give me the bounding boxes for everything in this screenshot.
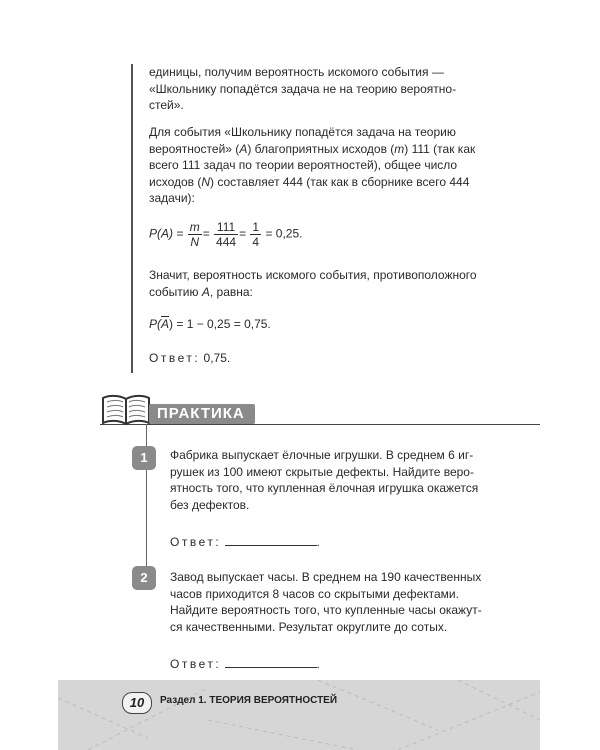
text-fragment: событию [149,284,202,299]
answer-value: 0,75. [200,351,231,365]
footer-pattern [58,680,540,750]
solution-margin-rule [131,64,133,373]
complement-formula [149,317,271,331]
text-fragment: исходов ( [149,174,202,189]
task-number-badge: 2 [132,566,156,590]
fraction-111-over-444 [214,220,238,249]
formula-prefix: P( [149,317,161,331]
task-2-answer [170,655,500,673]
task-1-text [170,447,500,513]
section-title: Раздел 1. ТЕОРИЯ ВЕРОЯТНОСТЕЙ [160,695,338,706]
text-line: ятность того, что купленная ёлочная игрушка окажется [170,481,479,495]
variable-N: N [201,174,211,189]
answer-label: Ответ: [149,351,201,365]
fraction-numerator: 111 [214,220,238,235]
fraction-numerator: 1 [252,220,260,234]
answer-blank[interactable] [225,655,317,668]
text-line: часов приходится 8 часов со скрытыми дефектами. [170,586,459,601]
formula-rest: ) = 1 − 0,25 = 0,75. [169,317,271,331]
text-line: Фабрика выпускает ёлочные игрушки. В среднем 6 иг- [170,448,474,462]
task-1-answer [170,533,500,551]
task-connector-rule [146,470,147,568]
page-footer [58,680,540,750]
text-line: Найдите вероятность того, что купленные часы окажут- [170,603,482,617]
solution-paragraph-1 [149,64,487,114]
solution-paragraph-2 [149,124,487,207]
solution-answer [149,350,487,367]
text-line: рушек из 100 имеют скрытые дефекты. Найдите веро- [170,464,474,479]
text-fragment: ) 111 (так как [404,141,476,156]
fraction-numerator: m [189,220,200,234]
text-line: стей». [149,98,184,112]
text-line: всего 111 задач по теории вероятностей), общее число [149,158,458,172]
fraction-1-over-4 [250,220,261,249]
text-line: ся качественными. Результат округлите до сотых. [170,619,448,634]
variable-m: m [394,141,405,156]
fraction-denominator: 444 [216,235,237,249]
text-line: Для события «Школьнику попадётся задача на теорию [149,125,456,139]
probability-formula: P(A) = $\frac{m}{N}$ = $\frac{111}{444}$ = $\frac{1}{4}$ = 0,25. [149,220,303,249]
fraction-denominator: 4 [252,235,260,249]
task-number-badge: 1 [132,446,156,470]
fraction-m-over-N [188,220,202,249]
text-line: без дефектов. [170,497,250,512]
answer-end: . [316,657,320,671]
task-2-text [170,569,500,635]
answer-end: . [316,535,320,549]
answer-label: Ответ: [170,535,222,549]
variable-A: A [201,284,210,299]
open-book-icon [101,393,151,427]
fraction-denominator: N [190,235,200,249]
variable-A-bar: $\overline{A}$ [161,317,170,331]
text-fragment: ) составляет 444 (так как в сборнике всего 444 [210,174,470,189]
text-fragment: ) благоприятных исходов ( [247,141,395,156]
text-line: Значит, вероятность искомого события, противоположного [149,268,477,282]
text-line: единицы, получим вероятность искомого события — [149,65,444,79]
text-line: «Школьнику попадётся задача не на теорию вероятно- [149,81,457,96]
practice-header-rule [100,424,540,425]
text-line: Завод выпускает часы. В среднем на 190 качественных [170,570,482,584]
text-line: задачи): [149,191,195,205]
formula-result: = 0,25. [265,226,303,241]
variable-A: A [239,141,248,156]
page-number: 10 [122,692,152,714]
solution-paragraph-3 [149,267,487,300]
text-fragment: вероятностей» ( [149,141,240,156]
answer-blank[interactable] [225,533,317,546]
answer-label: Ответ: [170,657,222,671]
text-fragment: , равна: [209,284,253,299]
practice-title: ПРАКТИКА [149,404,255,424]
formula-lhs: P(A) = [149,226,184,241]
